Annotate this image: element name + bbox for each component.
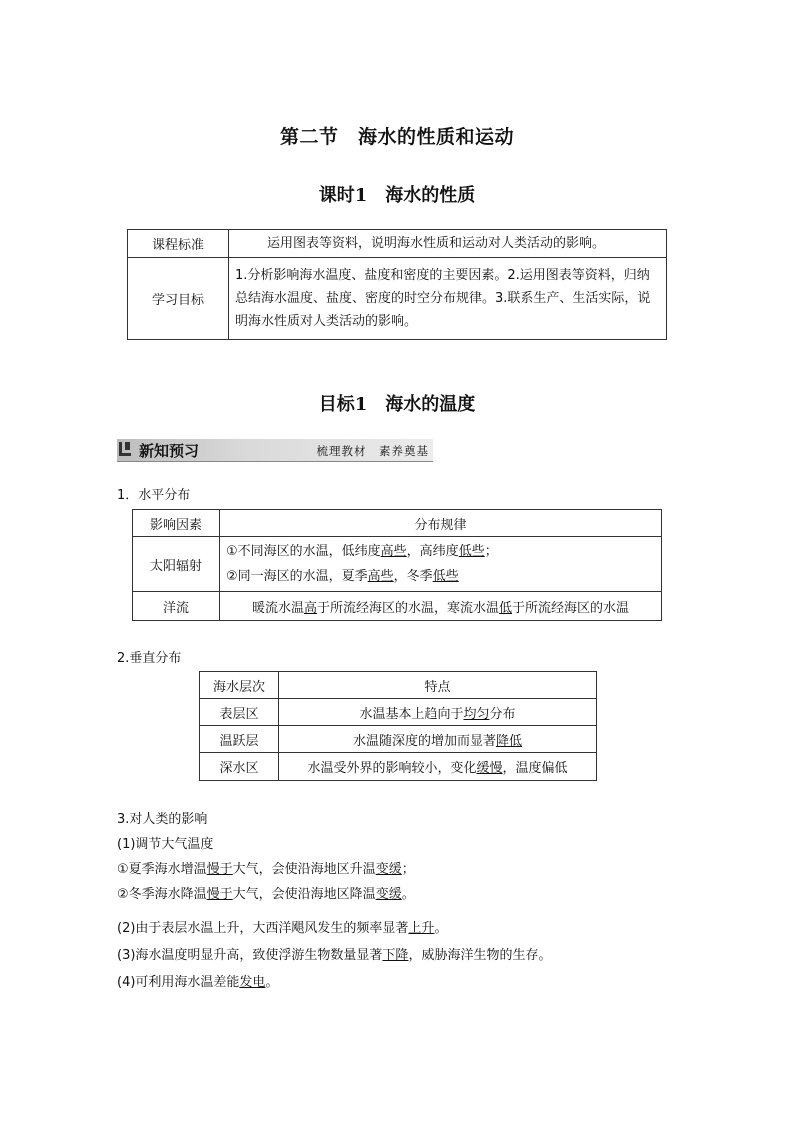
layer-cell: 表层区 [200,699,279,726]
book-icon [119,442,131,456]
table-header: 影响因素 [133,510,220,537]
impact-line: (2)由于表层水温上升，大西洋飓风发生的频率显著上升。 [117,921,448,936]
rule-line: ②同一海区的水温，夏季高些，冬季低些 [226,569,459,584]
lesson-title: 课时1 海水的性质 [318,185,476,206]
horizontal-table [132,509,662,621]
rule-cell: 暖流水温高于所流经海区的水温，寒流水温低于所流经海区的水温 [220,592,662,621]
preview-banner [117,439,433,462]
standards-value: 1.分析影响海水温度、盐度和密度的主要因素。2.运用图表等资料，归纳总结海水温度、盐度、密度的时空分布规律。3.联系生产、生活实际，说明海水性质对人类活动的影响。 [229,258,667,340]
banner-title: 新知预习 [139,442,200,460]
horizontal-heading: 1．水平分布 [117,488,191,503]
standards-table [127,229,667,340]
impact-heading: 3.对人类的影响 [117,812,208,827]
goal-title: 目标1 海水的温度 [318,394,476,415]
vertical-heading: 2.垂直分布 [117,651,182,666]
impact-line: (3)海水温度明显升高，致使浮游生物数量显著下降，威胁海洋生物的生存。 [117,948,552,963]
standards-key: 课程标准 [128,230,229,258]
impact-line: ②冬季海水降温慢于大气，会使沿海地区降温变缓。 [117,887,415,902]
table-header: 分布规律 [220,510,662,537]
impact-line: (1)调节大气温度 [117,837,214,852]
factor-cell: 太阳辐射 [133,537,220,592]
layer-cell: 深水区 [200,753,279,781]
factor-cell: 洋流 [133,592,220,621]
impact-line: ①夏季海水增温慢于大气，会使沿海地区升温变缓； [117,862,415,877]
feature-cell: 水温基本上趋向于均匀分布 [279,699,597,726]
rule-line: ①不同海区的水温，低纬度高些，高纬度低些； [226,544,498,559]
feature-cell: 水温随深度的增加而显著降低 [279,726,597,753]
standards-value: 运用图表等资料，说明海水性质和运动对人类活动的影响。 [229,230,667,258]
table-header: 海水层次 [200,672,279,699]
impact-line: (4)可利用海水温差能发电。 [117,975,279,990]
rule-cell [220,537,662,592]
vertical-table [199,671,597,781]
layer-cell: 温跃层 [200,726,279,753]
feature-cell: 水温受外界的影响较小，变化缓慢，温度偏低 [279,753,597,781]
banner-subtitle: 梳理教材 素养奠基 [316,444,429,458]
standards-key: 学习目标 [128,258,229,340]
section-title: 第二节 海水的性质和运动 [279,126,514,148]
table-header: 特点 [279,672,597,699]
